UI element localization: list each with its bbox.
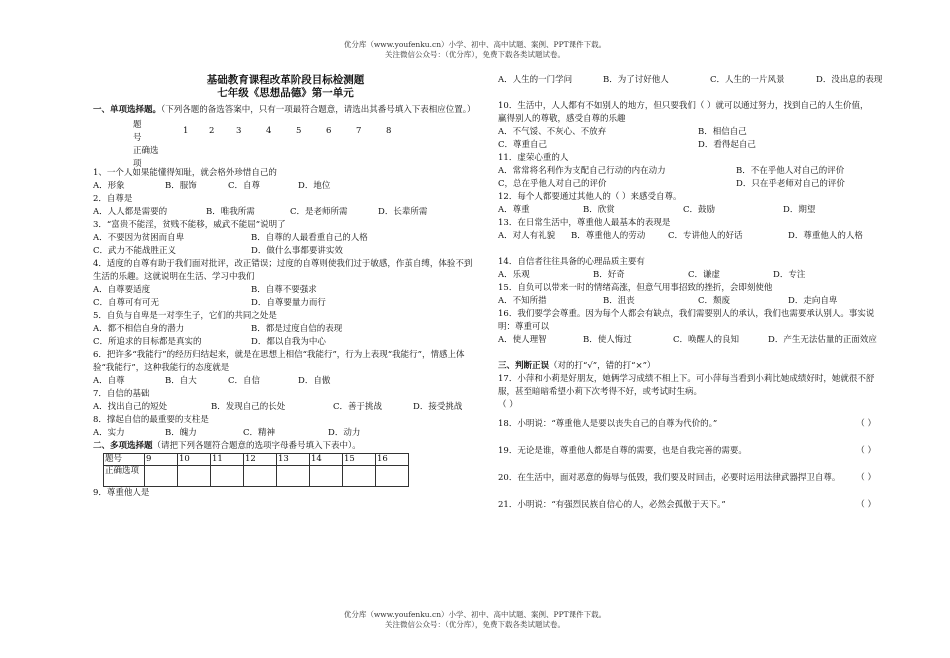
question-20-text: 20．在生活中，面对恶意的侮辱与低毁，我们要及时回击，必要时运用法律武器捍卫自尊。 xyxy=(498,473,841,483)
table1-number: 4 xyxy=(266,126,272,136)
table2-header-label: 题号 xyxy=(104,454,145,466)
table1-number: 7 xyxy=(356,126,362,136)
option: D．尊重他人的人格 xyxy=(788,231,863,241)
table2-answer-cell[interactable] xyxy=(310,466,343,487)
question-12: 12．每个人都要通过其他人的（ ）来感受自尊。 xyxy=(498,192,682,202)
option: A．形象 xyxy=(93,181,125,191)
option: B．自大 xyxy=(165,376,197,386)
option: B．欣赏 xyxy=(583,205,615,215)
option: B．使人悔过 xyxy=(583,335,632,345)
section1-heading: 一、单项选择题。 xyxy=(93,105,162,115)
option: C．谦虚 xyxy=(688,270,721,280)
question-15: 15．自负可以带来一时的情绪高涨，但意气用事招致的挫折，会即刻使他 xyxy=(498,283,773,293)
section2-heading: 二、多项选择题 xyxy=(93,441,153,451)
question-8: 8．撑起自信的最重要的支柱是 xyxy=(93,415,209,425)
question-21 xyxy=(498,499,876,512)
option: A．乐观 xyxy=(498,270,530,280)
option: D．自傲 xyxy=(298,376,331,386)
option: D．地位 xyxy=(298,181,331,191)
page-footer xyxy=(0,610,950,630)
section3-heading: 三、判断正误 xyxy=(498,361,550,371)
option: A．人人都是需要的 xyxy=(93,207,168,217)
table2-answer-cell[interactable] xyxy=(178,466,211,487)
question-19-text: 19．无论是谁，尊重他人都是自尊的需要，也是自我完善的需要。 xyxy=(498,446,747,456)
left-column xyxy=(93,74,478,500)
question-4: 4．适度的自尊有助于我们面对批评，改正错误；过度的自尊则使我们过于敏感，作茧自缚，体验不到生活的乐趣。这就说明在生活、学习中我们 xyxy=(93,259,473,282)
question-15-options xyxy=(498,295,876,308)
question-2: 2．自尊是 xyxy=(93,194,133,204)
option: A．人生的一门学问 xyxy=(498,75,573,85)
option: A．不气馁、不灰心、不放弃 xyxy=(498,127,607,137)
option: C．尊重自己 xyxy=(498,140,548,150)
question-17-text: 17．小萍和小莉是好朋友，她俩学习成绩不相上下。可小萍每当看到小莉比她成绩好时，她就很不舒服，甚至暗暗希望小莉下次考得不好，或考试时生病。 xyxy=(498,374,875,397)
answer-table-1 xyxy=(93,117,478,167)
table2-answer-cell[interactable] xyxy=(211,466,244,487)
question-3: 3．“富贵不能淫，贫贱不能移，威武不能屈”说明了 xyxy=(93,220,286,230)
table1-number: 1 xyxy=(183,126,189,136)
header-line: 关注微信公众号：（优分库），免费下载各类试题试卷。 xyxy=(385,50,565,59)
table1-number: 6 xyxy=(326,126,332,136)
option: A．对人有礼貌 xyxy=(498,231,556,241)
table2-number: 16 xyxy=(376,454,409,466)
question-14: 14．自信者往往具备的心理品质主要有 xyxy=(498,257,645,267)
question-11-options-ab xyxy=(498,165,876,178)
question-19-paren[interactable]: （ ） xyxy=(856,446,876,456)
option: A．不知所措 xyxy=(498,296,547,306)
table2-answer-cell[interactable] xyxy=(343,466,376,487)
question-5: 5．自负与自卑是一对孪生子，它们的共同之处是 xyxy=(93,311,277,321)
question-9: 9．尊重他人是 xyxy=(93,488,150,498)
question-16-options xyxy=(498,334,876,347)
option: B．沮丧 xyxy=(603,296,635,306)
table2-header-row xyxy=(104,454,409,466)
question-1: 1、一个人如果能懂得知耻，就会格外珍惜自己的 xyxy=(93,168,277,178)
section1-instruction: （下列各题的备选答案中，只有一项最符合题意，请选出其番号填入下表相应位置。） xyxy=(161,105,476,115)
question-17-paren[interactable]: （ ） xyxy=(498,400,518,410)
option: B．唯我所需 xyxy=(206,207,255,217)
table1-header-label: 题 号 xyxy=(133,120,142,143)
table1-number: 5 xyxy=(296,126,302,136)
option: C，总在乎他人对自己的评价 xyxy=(498,179,607,189)
question-19 xyxy=(498,445,876,458)
option: D．看得起自己 xyxy=(698,140,756,150)
table2-number: 14 xyxy=(310,454,343,466)
question-2-options xyxy=(93,206,478,219)
option: B．尊重他人的劳动 xyxy=(571,231,646,241)
table1-number: 2 xyxy=(209,126,215,136)
option: D．期望 xyxy=(783,205,816,215)
table2-number: 10 xyxy=(178,454,211,466)
question-10: 10．生活中，人人都有不如别人的地方，但只要我们（ ）就可以通过努力，找到自己的人生价值，赢得别人的尊敬，感受自尊的乐趣 xyxy=(498,101,869,124)
question-10-options-ab xyxy=(498,126,876,139)
question-3-options-ab xyxy=(93,232,478,245)
option: A．找出自己的短处 xyxy=(93,402,168,412)
footer-line: 关注微信公众号：（优分库），免费下载各类试题试卷。 xyxy=(385,620,565,629)
section2-instruction: （请把下列各题符合题意的选项字母番号填入下表中）。 xyxy=(152,441,361,451)
option: C．人生的一片风景 xyxy=(710,75,785,85)
option: D．动力 xyxy=(328,428,361,438)
question-3-options-cd xyxy=(93,245,478,258)
option: B．好奇 xyxy=(593,270,625,280)
table2-answer-cell[interactable] xyxy=(376,466,409,487)
question-13-options xyxy=(498,230,876,243)
option: C．是老师所需 xyxy=(290,207,348,217)
option: B．为了讨好他人 xyxy=(603,75,669,85)
option: A．自尊要适度 xyxy=(93,285,151,295)
option: A．都不相信自身的潜力 xyxy=(93,324,185,334)
option: C．鼓励 xyxy=(683,205,716,215)
question-16: 16．我们要学会尊重。因为每个人都会有缺点，我们需要别人的承认，我们也需要承认别人。事实说明：尊重可以 xyxy=(498,309,875,332)
table2-answer-row xyxy=(104,466,409,487)
question-20-paren[interactable]: （ ） xyxy=(856,473,876,483)
option: D．走向自卑 xyxy=(788,296,838,306)
question-18-text: 18．小明说：“尊重他人是要以丧失自己的自尊为代价的。” xyxy=(498,419,718,429)
table2-number: 15 xyxy=(343,454,376,466)
option: B．自尊不要强求 xyxy=(251,285,317,295)
table1-answer-label: 正确选 项 xyxy=(133,146,159,169)
option: D．没出息的表现 xyxy=(816,75,883,85)
section3-instruction: （对的打“√”，错的打“×”） xyxy=(549,361,656,371)
question-12-options xyxy=(498,204,876,217)
option: A．常常将名利作为支配自己行动的内在动力 xyxy=(498,166,666,176)
option: D．自尊要量力而行 xyxy=(251,298,326,308)
option: C．专讲他人的好话 xyxy=(668,231,743,241)
question-17 xyxy=(498,373,876,412)
question-5-options-cd xyxy=(93,336,478,349)
option: A．实力 xyxy=(93,428,125,438)
question-5-options-ab xyxy=(93,323,478,336)
table1-number: 8 xyxy=(386,126,392,136)
option: D．长辈所需 xyxy=(378,207,428,217)
option: D．专注 xyxy=(773,270,806,280)
answer-table-2 xyxy=(103,453,409,487)
table2-answer-label: 正确选项 xyxy=(104,466,145,487)
question-6-options xyxy=(93,375,478,388)
question-18-paren[interactable]: （ ） xyxy=(856,419,876,429)
section1-intro xyxy=(93,104,478,117)
exam-subtitle: 七年级《思想品德》第一单元 xyxy=(217,87,354,99)
option: D．产生无法估量的正面效应 xyxy=(768,335,877,345)
question-11: 11．虚荣心重的人 xyxy=(498,153,569,163)
option: A．尊重 xyxy=(498,205,530,215)
option: A．不要因为贫困而自卑 xyxy=(93,233,185,243)
section2-intro xyxy=(93,440,478,453)
page-header-top xyxy=(0,40,950,60)
question-21-text: 21．小明说：“有强烈民族自信心的人，必然会孤傲于天下。” xyxy=(498,500,726,510)
option: D．只在乎老师对自己的评价 xyxy=(736,179,845,189)
table2-number: 9 xyxy=(145,454,178,466)
option: B．自尊的人最看重自己的人格 xyxy=(251,233,368,243)
table2-number: 13 xyxy=(277,454,310,466)
question-11-options-cd xyxy=(498,178,876,191)
option: C．自尊 xyxy=(228,181,261,191)
option: C．颓废 xyxy=(698,296,731,306)
table2-answer-cell[interactable] xyxy=(244,466,277,487)
question-7-options xyxy=(93,401,478,414)
question-4-options-cd xyxy=(93,297,478,310)
question-18 xyxy=(498,418,876,431)
table2-answer-cell[interactable] xyxy=(277,466,310,487)
option: B．相信自己 xyxy=(698,127,747,137)
option: C．自信 xyxy=(228,376,261,386)
question-4-options-ab xyxy=(93,284,478,297)
option: C．所追求的目标都是真实的 xyxy=(93,337,202,347)
footer-line: 优分库（www.youfenku.cn）小学、初中、高中试题、案例、PPT课件下载。 xyxy=(343,610,607,619)
question-14-options xyxy=(498,269,876,282)
question-1-options xyxy=(93,180,478,193)
option: C．精神 xyxy=(243,428,276,438)
table2-answer-cell[interactable] xyxy=(145,466,178,487)
exam-title: 基础教育课程改革阶段目标检测题 xyxy=(206,74,365,86)
option: C．唤醒人的良知 xyxy=(673,335,740,345)
table2-number: 12 xyxy=(244,454,277,466)
section3-intro xyxy=(498,360,876,373)
option: A．使人理智 xyxy=(498,335,547,345)
table1-number: 3 xyxy=(236,126,242,136)
option: B．发现自己的长处 xyxy=(211,402,286,412)
question-21-paren[interactable]: （ ） xyxy=(856,500,876,510)
option: B．都是过度自信的表现 xyxy=(251,324,343,334)
option: C．武力不能战胜正义 xyxy=(93,246,177,256)
option: D．都以自我为中心 xyxy=(251,337,326,347)
question-6: 6．把许多“我能行”的经历归结起来，就是在思想上相信“我能行”，行为上表现“我能行”，情感上体验“我能行”，这种我能行的态度就是 xyxy=(93,350,465,373)
option: B．不在乎他人对自己的评价 xyxy=(736,166,845,176)
question-20 xyxy=(498,472,876,485)
option: A．自尊 xyxy=(93,376,125,386)
option: B．魄力 xyxy=(165,428,197,438)
table2-number: 11 xyxy=(211,454,244,466)
question-7: 7．自信的基础 xyxy=(93,389,150,399)
option: C．自尊可有可无 xyxy=(93,298,160,308)
header-line: 优分库（www.youfenku.cn）小学、初中、高中试题、案例、PPT课件下载。 xyxy=(343,40,607,49)
option: B．服饰 xyxy=(165,181,197,191)
question-13: 13．在日常生活中，尊重他人最基本的表现是 xyxy=(498,218,671,228)
option: D．做什么事都要讲实效 xyxy=(251,246,343,256)
question-8-options xyxy=(93,427,478,440)
question-10-options-cd xyxy=(498,139,876,152)
question-9-options xyxy=(498,74,883,87)
option: C．善于挑战 xyxy=(333,402,383,412)
right-column xyxy=(498,74,883,512)
option: D．接受挑战 xyxy=(413,402,463,412)
